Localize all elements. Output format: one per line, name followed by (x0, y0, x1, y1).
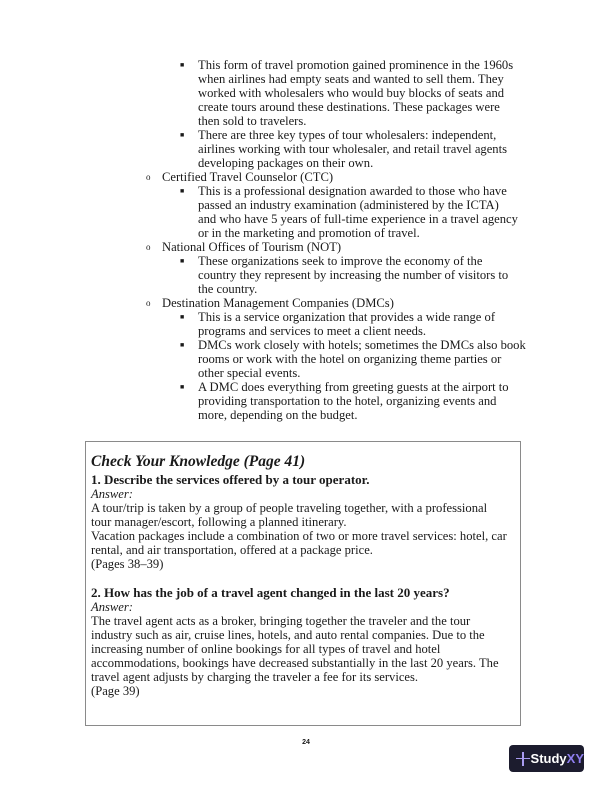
outline-bullet-line: developing packages on their own. (198, 156, 374, 170)
circle-bullet-icon: o (146, 242, 151, 252)
logo-text-accent: XY (566, 751, 584, 766)
answer-line: accommodations, bookings have decreased substantially in the last 20 years. The (91, 656, 499, 670)
square-bullet-icon: ■ (180, 257, 185, 265)
square-bullet-icon: ■ (180, 187, 185, 195)
question: 1. Describe the services offered by a tour operator. (91, 472, 370, 487)
outline-bullet-line: DMCs work closely with hotels; sometimes the DMCs also book (198, 338, 526, 352)
square-bullet-icon: ■ (180, 383, 185, 391)
square-bullet-icon: ■ (180, 313, 185, 321)
outline-bullet-line: and who have 5 years of full-time experience in a travel agency (198, 212, 518, 226)
outline-bullet-line: programs and services to meet a client needs. (198, 324, 427, 338)
logo-text: Study (530, 751, 567, 766)
circle-bullet-icon: o (146, 298, 151, 308)
answer-label: Answer: (91, 487, 133, 501)
outline-bullet-line: create tours around these destinations. These packages were (198, 100, 500, 114)
outline-bullet-line: This form of travel promotion gained prominence in the 1960s (198, 58, 514, 72)
answer-line: A tour/trip is taken by a group of people traveling together, with a professional (91, 501, 488, 515)
square-bullet-icon: ■ (180, 131, 185, 139)
outline-bullet-line: worked with wholesalers who would buy blocks of seats and (198, 86, 505, 100)
outline-bullet-line: providing transportation to the hotel, organizing events and (198, 394, 497, 408)
outline-bullet-line: passed an industry examination (administered by the ICTA) (198, 198, 499, 212)
outline-bullet-line: These organizations seek to improve the economy of the (198, 254, 483, 268)
outline-bullet-line: This is a service organization that provides a wide range of (198, 310, 496, 324)
answer-line: (Pages 38–39) (91, 557, 164, 571)
outline-bullet-line: airlines working with tour wholesaler, and retail travel agents (198, 142, 507, 156)
box-title: Check Your Knowledge (Page 41) (91, 453, 306, 470)
outline-heading: National Offices of Tourism (NOT) (162, 240, 342, 254)
outline-heading: Destination Management Companies (DMCs) (162, 296, 394, 310)
outline-bullet-line: There are three key types of tour wholesalers: independent, (198, 128, 497, 142)
answer-line: rental, and air transportation, offered at a package price. (91, 543, 373, 557)
outline-bullet-line: more, depending on the budget. (198, 408, 358, 422)
answer-line: tour manager/escort, following a planned itinerary. (91, 515, 347, 529)
page-number: 24 (302, 739, 310, 746)
outline-bullet-line: This is a professional designation awarded to those who have (198, 184, 507, 198)
answer-line: Vacation packages include a combination of two or more travel services: hotel, car (91, 529, 507, 543)
square-bullet-icon: ■ (180, 61, 185, 69)
answer-line: industry such as air, cruise lines, hotels, and auto rental companies. Due to the (91, 628, 485, 642)
outline-bullet-line: A DMC does everything from greeting guests at the airport to (198, 380, 509, 394)
answer-line: increasing number of online bookings for all types of travel and hotel (91, 642, 441, 656)
outline-bullet-line: or in the marketing and promotion of travel. (198, 226, 420, 240)
outline-bullet-line: then sold to travelers. (198, 114, 307, 128)
square-bullet-icon: ■ (180, 341, 185, 349)
plus-icon (516, 752, 526, 766)
outline-bullet-line: other special events. (198, 366, 301, 380)
outline-bullet-line: rooms or work with the hotel on organizing theme parties or (198, 352, 502, 366)
question: 2. How has the job of a travel agent changed in the last 20 years? (91, 585, 450, 600)
answer-line: The travel agent acts as a broker, bringing together the traveler and the tour (91, 614, 471, 628)
outline-heading: Certified Travel Counselor (CTC) (162, 170, 334, 184)
studyxy-logo[interactable] (509, 745, 584, 772)
answer-label: Answer: (91, 600, 133, 614)
answer-line: (Page 39) (91, 684, 140, 698)
outline-bullet-line: when airlines had empty seats and wanted to sell them. They (198, 72, 504, 86)
outline-bullet-line: country they represent by increasing the number of visitors to (198, 268, 509, 282)
answer-line: travel agent adjusts by charging the traveler a fee for its services. (91, 670, 419, 684)
circle-bullet-icon: o (146, 172, 151, 182)
outline-bullet-line: the country. (198, 282, 258, 296)
